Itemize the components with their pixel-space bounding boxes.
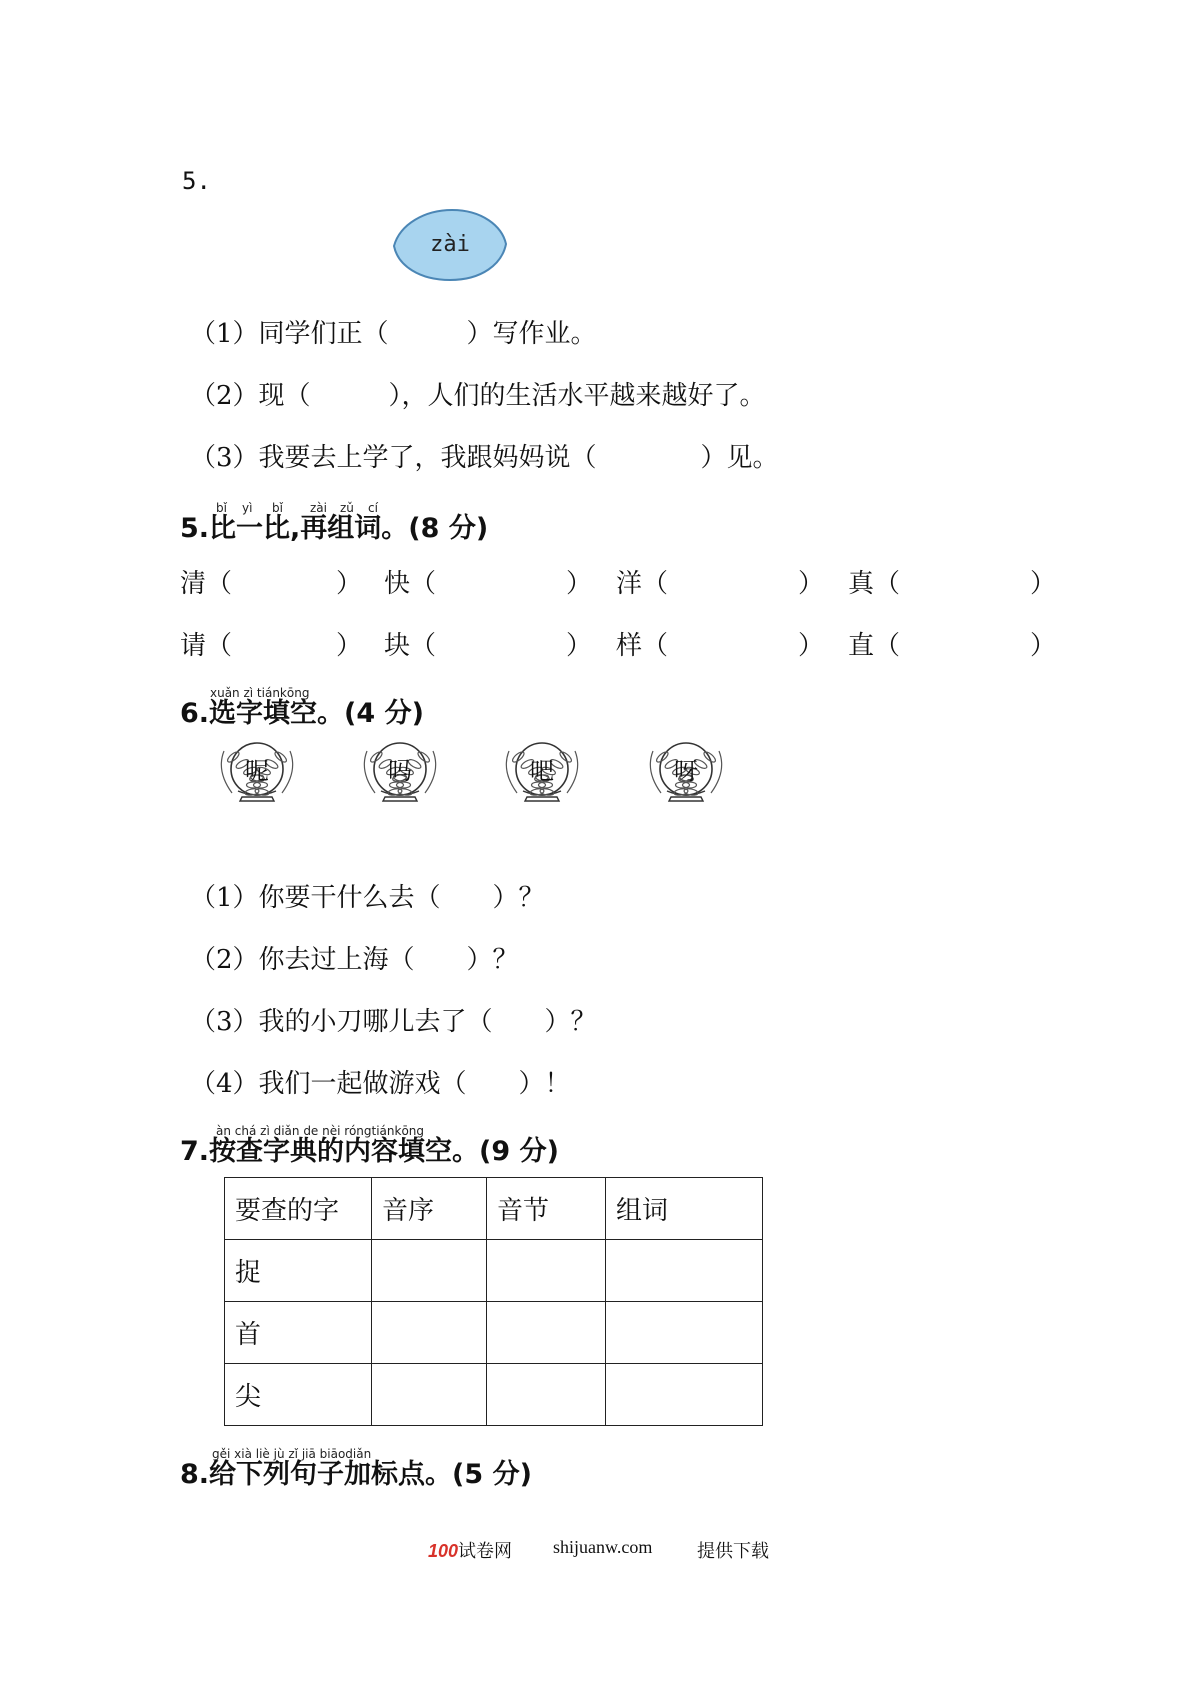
dictionary-table xyxy=(224,1177,763,1426)
question-number: 5. xyxy=(182,167,211,195)
blank-cell[interactable] xyxy=(606,1302,763,1364)
table-header-row xyxy=(225,1178,763,1240)
blank-cell[interactable] xyxy=(487,1302,606,1364)
lookup-char: 首 xyxy=(225,1302,372,1364)
header-cell: 音节 xyxy=(487,1178,606,1240)
blank-cell[interactable] xyxy=(606,1364,763,1426)
footer-logo xyxy=(428,1537,512,1563)
lemon-pinyin: zài xyxy=(430,232,470,257)
q8-pinyin: gěi xià liè jù zǐ jiā biāodiǎn xyxy=(212,1447,372,1461)
blank-cell[interactable] xyxy=(487,1240,606,1302)
q6-item-1: （1）你要干什么去（ ）？ xyxy=(190,883,545,913)
choice-char: 吧 xyxy=(530,757,554,785)
q5b-row2-item: 直（ ） xyxy=(848,631,1057,661)
lemon-pinyin-card xyxy=(390,206,510,284)
q6-item-4: （4）我们一起做游戏（ ）！ xyxy=(190,1069,571,1099)
choice-char: 吗 xyxy=(388,757,412,785)
lookup-char: 尖 xyxy=(225,1364,372,1426)
q6-title: 6.选字填空。(4 分) xyxy=(180,698,424,729)
q6-pinyin: xuǎn zì tiánkōng xyxy=(210,686,310,700)
footer-note: 提供下载 xyxy=(697,1541,769,1561)
table-row xyxy=(225,1302,763,1364)
q5a-item-3: （3）我要去上学了，我跟妈妈说（ ）见。 xyxy=(190,443,779,473)
q6-item-2: （2）你去过上海（ ）？ xyxy=(190,945,519,975)
choice-badge xyxy=(345,735,455,815)
q5b-row1-item: 清（ ） xyxy=(180,569,363,599)
choice-badge xyxy=(631,735,741,815)
site-name: 试卷网 xyxy=(458,1541,513,1561)
blank-cell[interactable] xyxy=(372,1240,487,1302)
q5a-item-1: （1）同学们正（ ）写作业。 xyxy=(190,319,597,349)
table-row xyxy=(225,1364,763,1426)
q5b-row2-item: 请（ ） xyxy=(180,631,363,661)
table-row xyxy=(225,1240,763,1302)
q8-title: 8.给下列句子加标点。(5 分) xyxy=(180,1459,532,1490)
choice-badge xyxy=(202,735,312,815)
q5b-row1-item: 快（ ） xyxy=(384,569,593,599)
q6-item-3: （3）我的小刀哪儿去了（ ）？ xyxy=(190,1007,597,1037)
blank-cell[interactable] xyxy=(372,1302,487,1364)
q5b-row2-item: 样（ ） xyxy=(616,631,825,661)
q7-title: 7.按查字典的内容填空。(9 分) xyxy=(180,1136,559,1167)
header-cell: 组词 xyxy=(606,1178,763,1240)
choice-char: 呀 xyxy=(674,757,698,785)
choice-char: 呢 xyxy=(245,757,269,785)
blank-cell[interactable] xyxy=(372,1364,487,1426)
choice-badge xyxy=(487,735,597,815)
q7-pinyin: àn chá zì diǎn de nèi róngtiánkōng xyxy=(216,1124,425,1138)
logo-100-icon: 100 xyxy=(428,1541,459,1561)
blank-cell[interactable] xyxy=(606,1240,763,1302)
q5a-item-2: （2）现（ ），人们的生活水平越来越好了。 xyxy=(190,381,766,411)
lookup-char: 捉 xyxy=(225,1240,372,1302)
blank-cell[interactable] xyxy=(487,1364,606,1426)
header-cell: 音序 xyxy=(372,1178,487,1240)
q5b-row2-item: 块（ ） xyxy=(384,631,593,661)
footer-url[interactable]: shijuanw.com xyxy=(553,1537,653,1557)
header-cell: 要查的字 xyxy=(225,1178,372,1240)
q5b-title: 5.比一比,再组词。(8 分) xyxy=(180,513,489,544)
q5b-row1-item: 洋（ ） xyxy=(616,569,825,599)
q5b-row1-item: 真（ ） xyxy=(848,569,1057,599)
q5b-pinyin: bǐ yì bǐ zài zǔ cí xyxy=(216,501,378,515)
